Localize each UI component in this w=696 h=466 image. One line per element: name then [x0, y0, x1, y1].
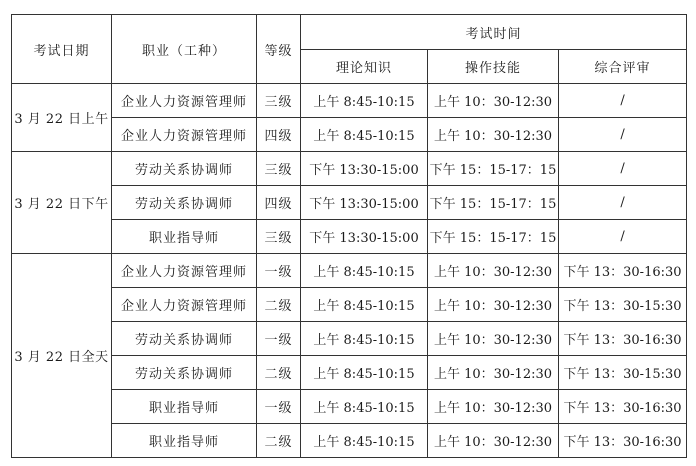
- table-row: [12, 84, 687, 118]
- job-cell: 企业人力资源管理师: [112, 118, 257, 152]
- theory-time-cell: 上午 8:45-10:15: [301, 322, 428, 356]
- job-cell: 职业指导师: [112, 220, 257, 254]
- table-row: [12, 424, 687, 458]
- skill-time-cell: 上午 10：30-12:30: [428, 254, 559, 288]
- header-skill: 操作技能: [428, 50, 559, 84]
- job-cell: 职业指导师: [112, 390, 257, 424]
- header-row-top: [12, 15, 687, 50]
- exam-schedule: [11, 14, 687, 458]
- exam-date-cell: 3 月 22 日上午: [12, 84, 112, 152]
- level-cell: 一级: [257, 390, 301, 424]
- level-cell: 三级: [257, 220, 301, 254]
- exam-date-cell: 3 月 22 日下午: [12, 152, 112, 254]
- job-cell: 劳动关系协调师: [112, 186, 257, 220]
- review-time-cell: /: [559, 220, 687, 254]
- review-time-cell: 下午 13：30-16:30: [559, 390, 687, 424]
- skill-time-cell: 上午 10：30-12:30: [428, 322, 559, 356]
- theory-time-cell: 下午 13:30-15:00: [301, 220, 428, 254]
- review-time-cell: /: [559, 118, 687, 152]
- review-time-cell: /: [559, 186, 687, 220]
- review-time-cell: 下午 13：30-15:30: [559, 288, 687, 322]
- level-cell: 三级: [257, 152, 301, 186]
- level-cell: 二级: [257, 424, 301, 458]
- job-cell: 劳动关系协调师: [112, 152, 257, 186]
- review-time-cell: /: [559, 152, 687, 186]
- header-level: 等级: [257, 15, 301, 84]
- table-row: [12, 288, 687, 322]
- theory-time-cell: 上午 8:45-10:15: [301, 288, 428, 322]
- theory-time-cell: 上午 8:45-10:15: [301, 254, 428, 288]
- skill-time-cell: 下午 15：15-17：15: [428, 186, 559, 220]
- skill-time-cell: 下午 15：15-17：15: [428, 220, 559, 254]
- skill-time-cell: 上午 10：30-12:30: [428, 118, 559, 152]
- level-cell: 二级: [257, 356, 301, 390]
- theory-time-cell: 上午 8:45-10:15: [301, 84, 428, 118]
- header-job: 职业（工种）: [112, 15, 257, 84]
- header-theory: 理论知识: [301, 50, 428, 84]
- skill-time-cell: 下午 15：15-17：15: [428, 152, 559, 186]
- job-cell: 企业人力资源管理师: [112, 288, 257, 322]
- review-time-cell: 下午 13：30-16:30: [559, 322, 687, 356]
- level-cell: 二级: [257, 288, 301, 322]
- theory-time-cell: 上午 8:45-10:15: [301, 356, 428, 390]
- exam-schedule-table: [11, 14, 687, 458]
- level-cell: 四级: [257, 118, 301, 152]
- theory-time-cell: 下午 13:30-15:00: [301, 152, 428, 186]
- exam-date-cell: 3 月 22 日全天: [12, 254, 112, 458]
- skill-time-cell: 上午 10：30-12:30: [428, 84, 559, 118]
- theory-time-cell: 上午 8:45-10:15: [301, 118, 428, 152]
- skill-time-cell: 上午 10：30-12:30: [428, 356, 559, 390]
- job-cell: 劳动关系协调师: [112, 356, 257, 390]
- level-cell: 一级: [257, 322, 301, 356]
- table-row: [12, 118, 687, 152]
- table-row: [12, 220, 687, 254]
- theory-time-cell: 下午 13:30-15:00: [301, 186, 428, 220]
- review-time-cell: 下午 13：30-16:30: [559, 424, 687, 458]
- table-row: [12, 152, 687, 186]
- table-row: [12, 254, 687, 288]
- job-cell: 职业指导师: [112, 424, 257, 458]
- review-time-cell: 下午 13：30-15:30: [559, 356, 687, 390]
- header-review: 综合评审: [559, 50, 687, 84]
- theory-time-cell: 上午 8:45-10:15: [301, 424, 428, 458]
- skill-time-cell: 上午 10：30-12:30: [428, 424, 559, 458]
- table-row: [12, 186, 687, 220]
- header-exam-date: 考试日期: [12, 15, 112, 84]
- skill-time-cell: 上午 10：30-12:30: [428, 390, 559, 424]
- review-time-cell: /: [559, 84, 687, 118]
- review-time-cell: 下午 13：30-16:30: [559, 254, 687, 288]
- table-row: [12, 322, 687, 356]
- job-cell: 企业人力资源管理师: [112, 84, 257, 118]
- level-cell: 四级: [257, 186, 301, 220]
- level-cell: 三级: [257, 84, 301, 118]
- level-cell: 一级: [257, 254, 301, 288]
- table-row: [12, 390, 687, 424]
- theory-time-cell: 上午 8:45-10:15: [301, 390, 428, 424]
- skill-time-cell: 上午 10：30-12:30: [428, 288, 559, 322]
- job-cell: 企业人力资源管理师: [112, 254, 257, 288]
- table-row: [12, 356, 687, 390]
- header-exam-time: 考试时间: [301, 15, 687, 50]
- job-cell: 劳动关系协调师: [112, 322, 257, 356]
